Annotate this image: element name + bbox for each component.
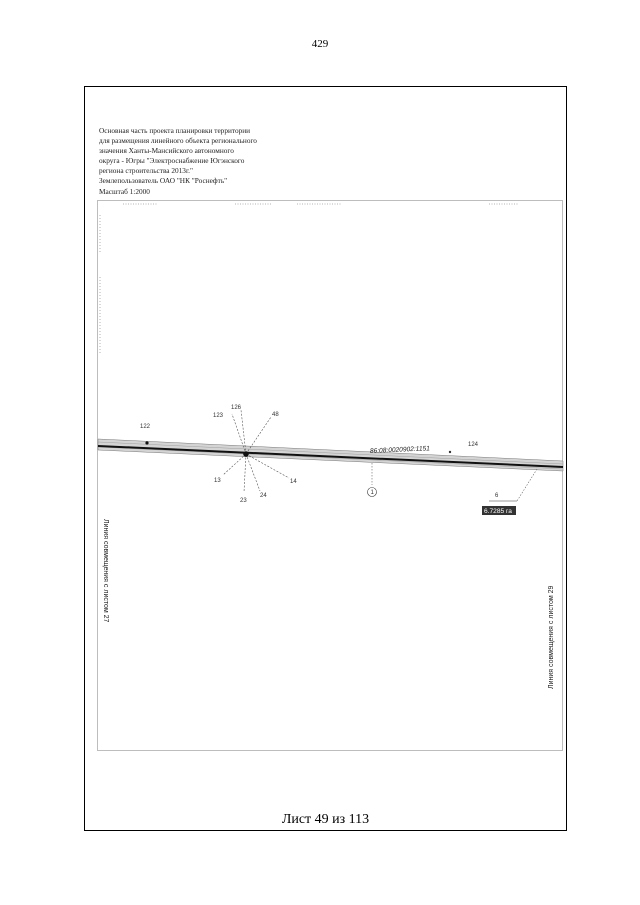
area-leader	[517, 469, 537, 501]
point-label: 24	[260, 493, 267, 499]
left-matchline-label: Линия совмещения с листом 27	[102, 519, 109, 623]
point-label: 126	[231, 405, 242, 411]
point-label: 14	[290, 479, 297, 485]
title-line: округа - Югры "Электроснабжение Югэнского	[99, 156, 245, 166]
point-label: 124	[468, 442, 479, 448]
parcel-number-label: 86:08:0020902:1151	[369, 445, 431, 455]
point-label: 48	[272, 412, 279, 418]
point-label: 23	[240, 498, 247, 504]
title-line: для размещения линейного объекта регионального	[99, 136, 257, 146]
point-label: 13	[214, 478, 221, 484]
node-point	[243, 451, 249, 457]
area-label: 6.7285 га	[484, 508, 512, 515]
land-user-line: Землепользователь ОАО "НК "Роснефть"	[99, 176, 228, 186]
right-matchline-label: Линия совмещения с листом 29	[548, 585, 555, 689]
title-line: Основная часть проекта планировки территории	[99, 126, 251, 135]
power-line-axis	[98, 446, 563, 467]
callout-one-label: 1	[370, 490, 374, 496]
point-122-marker	[145, 441, 148, 444]
callout-six-label: 6	[495, 493, 499, 499]
drawing-sheet	[84, 86, 567, 831]
page-number: 429	[311, 38, 329, 50]
title-line: значения Ханты-Мансийского автономного	[99, 146, 234, 156]
title-line: региона строительства 2013г."	[99, 166, 193, 176]
scale-line: Масштаб 1:2000	[99, 186, 150, 196]
sheet-footer: Лист 49 из 113	[281, 812, 370, 827]
point-label: 122	[140, 424, 151, 430]
corridor-band	[98, 439, 563, 471]
point-label: 123	[213, 413, 224, 419]
map-drawing	[85, 87, 568, 832]
point-124-marker	[449, 451, 451, 453]
